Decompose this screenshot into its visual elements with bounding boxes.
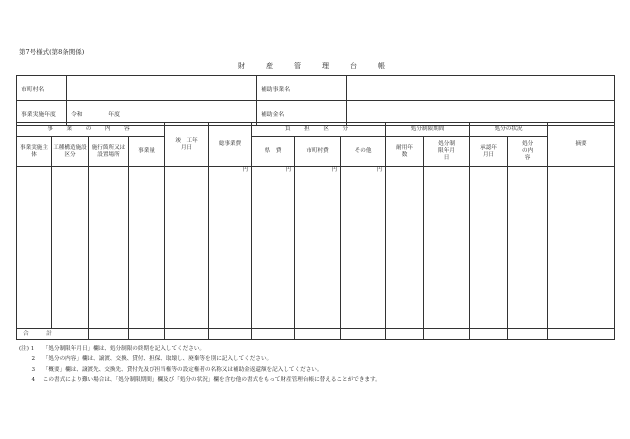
summary-header: 摘要 [548,123,615,167]
other-sum[interactable] [341,329,386,340]
summary-cell[interactable] [548,167,615,329]
other-header: その他 [341,137,386,167]
completion-date-header: 竣 工年月日 [165,123,209,167]
project-entity-header: 事業実施主体 [17,137,52,167]
note-3: 3 「概要」欄は、譲渡先、交換先、貸付先及び担当権等の設定権者の名称又は補助金返還額を記入してください。 [31,366,323,373]
useful-years-header: 耐用年数 [386,137,424,167]
era-label: 令和 [71,111,83,118]
approval-date-header: 承認年月日 [470,137,508,167]
year-suffix: 年度 [108,111,120,118]
total-cost-sum[interactable] [209,329,252,340]
header-table [16,75,615,126]
location-cell[interactable] [89,167,129,329]
disposal-limit-date-header: 処分制限年月日 [424,137,470,167]
notes [19,344,381,385]
table-row [17,167,615,329]
completion-cell[interactable] [165,167,209,329]
disposal-content-header: 処分の内容 [508,137,548,167]
other-cell[interactable]: 円 [341,167,386,329]
project-name-field[interactable] [347,76,615,101]
subsidy-amount-label: 補助金名 [257,101,347,126]
quantity-header: 事業量 [129,137,165,167]
year-label: 事業実施年度 [17,101,67,126]
total-cost-cell[interactable]: 円 [209,167,252,329]
national-sum[interactable] [252,329,295,340]
project-name-label: 補助事業名 [257,76,347,101]
municipal-cell[interactable]: 円 [295,167,341,329]
national-header: 県 費 [252,137,295,167]
location-header: 施行箇所又は設置場所 [89,137,129,167]
disposal-period-header: 処分制限期間 [386,123,470,137]
municipality-label: 市町村名 [17,76,67,101]
burden-category-header: 負 担 区 分 [252,123,386,137]
disposal-content-cell[interactable] [508,167,548,329]
total-cost-header: 総事業費 [209,123,252,167]
disposal-limit-cell[interactable] [424,167,470,329]
note-1: (注) 1 「処分制限年月日」欄は、処分制限の終期を記入してください。 [19,344,381,354]
note-prefix: (注) 1 [19,346,35,352]
national-cell[interactable]: 円 [252,167,295,329]
useful-years-cell[interactable] [386,167,424,329]
note-4: 4 この書式により難い場合は、「処分制限期間」欄及び「処分の状況」欄を含む他の書式をもって財産管理台帳に替えることができます。 [31,376,381,383]
disposal-status-header: 処分の状況 [470,123,548,137]
municipal-header: 市町村費 [295,137,341,167]
approval-date-cell[interactable] [470,167,508,329]
municipality-field[interactable] [67,76,257,101]
form-number: 第7号様式(第8条関係) [19,48,85,56]
construction-type-header: 工種構造施設区分 [52,137,89,167]
note-2: 2 「処分の内容」欄は、譲渡、交換、貸付、担保、取壊し、廃棄等を別に記入してください。 [31,356,273,363]
construction-cell[interactable] [52,167,89,329]
property-ledger-table [16,122,615,340]
municipal-sum[interactable] [295,329,341,340]
total-row [17,329,615,340]
project-content-header: 事 業 の 内 容 [17,123,165,137]
total-label: 合 計 [17,329,89,340]
quantity-cell[interactable] [129,167,165,329]
entity-cell[interactable] [17,167,52,329]
page-title: 財 産 管 理 台 帳 [238,62,392,70]
